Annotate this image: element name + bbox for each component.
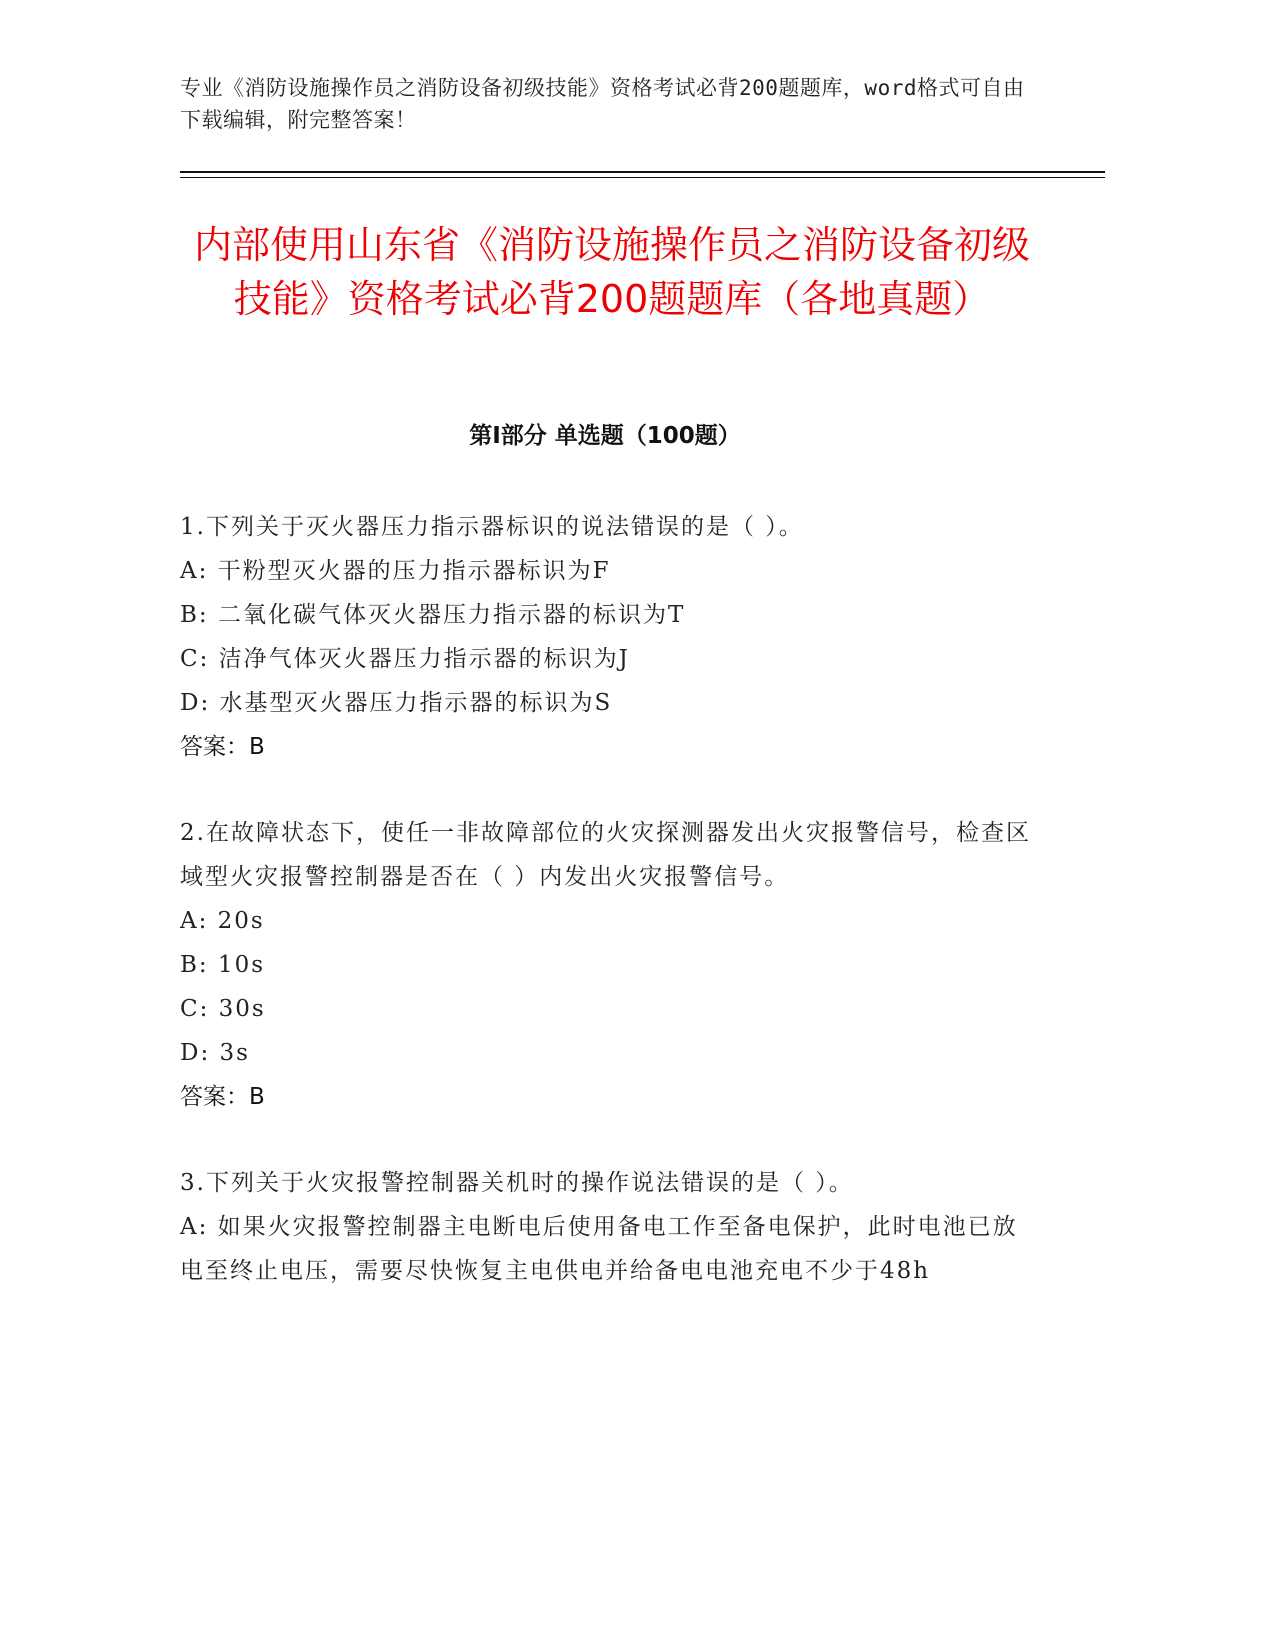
option-c: C: 洁净气体灭火器压力指示器的标识为J: [180, 646, 630, 672]
header-note: 专业《消防设施操作员之消防设备初级技能》资格考试必背200题题库，word格式可自由下载编辑，附完整答案！: [180, 76, 1025, 132]
answer: 答案：B: [180, 1084, 265, 1110]
option-d: D: 水基型灭火器压力指示器的标识为S: [180, 690, 613, 716]
section-heading: 第Ⅰ部分 单选题（100题）: [469, 423, 741, 449]
question-list: [180, 505, 1040, 1335]
question-3: [180, 1161, 1040, 1293]
answer: 答案：B: [180, 734, 265, 760]
header-rule-thin: [180, 177, 1105, 178]
option-c: C: 30s: [180, 996, 266, 1022]
option-a: A: 如果火灾报警控制器主电断电后使用备电工作至备电保护，此时电池已放电至终止电压，需要尽快恢复主电供电并给备电电池充电不少于48h: [180, 1214, 1018, 1284]
question-2: [180, 811, 1040, 1119]
header-rule-thick: [180, 171, 1105, 173]
question-text: 3.下列关于火灾报警控制器关机时的操作说法错误的是（ ）。: [180, 1170, 854, 1196]
option-d: D: 3s: [180, 1040, 250, 1066]
option-b: B: 10s: [180, 952, 266, 978]
question-text: 2.在故障状态下，使任一非故障部位的火灾探测器发出火灾报警信号，检查区域型火灾报警控制器是否在（ ）内发出火灾报警信号。: [180, 820, 1031, 890]
option-b: B: 二氧化碳气体灭火器压力指示器的标识为T: [180, 602, 686, 628]
question-1: [180, 505, 1040, 769]
option-a: A: 干粉型灭火器的压力指示器标识为F: [180, 558, 611, 584]
option-a: A: 20s: [180, 908, 265, 934]
question-text: 1.下列关于灭火器压力指示器标识的说法错误的是（ ）。: [180, 514, 804, 540]
document-title: 内部使用山东省《消防设施操作员之消防设备初级技能》资格考试必背200题题库（各地真题）: [193, 223, 1030, 321]
